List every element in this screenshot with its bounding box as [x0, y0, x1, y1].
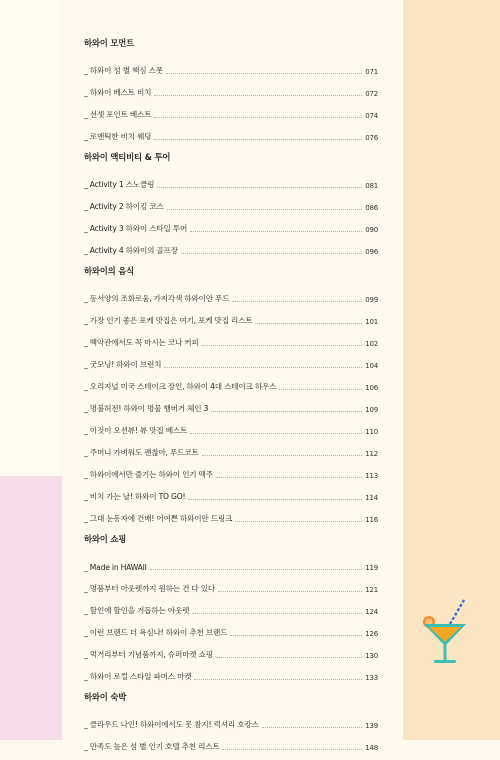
page-number: 086: [365, 204, 378, 212]
toc-entry[interactable]: [84, 282, 378, 304]
entry-title: _ Activity 1 스노클링: [84, 180, 155, 189]
dot-leader: [190, 433, 362, 434]
glass-stem: [444, 644, 447, 660]
page-number: 090: [365, 226, 378, 234]
toc-section: [84, 36, 378, 142]
dot-leader: [222, 749, 362, 750]
toc-entry[interactable]: [84, 98, 378, 120]
page-number: 096: [365, 248, 378, 256]
dot-leader: [166, 73, 362, 74]
page-number: 101: [365, 318, 378, 326]
dot-leader: [279, 389, 362, 390]
dot-leader: [154, 117, 362, 118]
entry-title: _ 명불허전! 하와이 명물 햄버거 체인 3: [84, 404, 209, 413]
entry-title: _ 이것이 오션뷰! 뷰 맛집 베스트: [84, 426, 188, 435]
glass-base: [434, 660, 456, 663]
dot-leader: [216, 477, 362, 478]
page-number: 074: [365, 112, 378, 120]
toc-section: [84, 690, 378, 752]
dot-leader: [235, 521, 362, 522]
toc-entry[interactable]: [84, 458, 378, 480]
section-title: 하와이 모먼트: [84, 38, 135, 48]
page-number: 126: [365, 630, 378, 638]
dot-leader: [188, 499, 362, 500]
toc-entry[interactable]: [84, 370, 378, 392]
page-number: 110: [365, 428, 378, 436]
page-number: 071: [365, 68, 378, 76]
dot-leader: [157, 187, 362, 188]
dot-leader: [192, 613, 362, 614]
dot-leader: [218, 591, 362, 592]
entry-title: _ Made in HAWAII: [84, 563, 147, 572]
page-number: 081: [365, 182, 378, 190]
page-number: 119: [365, 564, 378, 572]
toc-entry[interactable]: [84, 326, 378, 348]
toc-entry[interactable]: [84, 414, 378, 436]
straw: [450, 600, 464, 624]
page-number: 102: [365, 340, 378, 348]
dot-leader: [167, 209, 363, 210]
toc-entry[interactable]: [84, 660, 378, 682]
toc-entry[interactable]: [84, 550, 378, 572]
pink-color-block: [0, 476, 62, 740]
toc-entry[interactable]: [84, 54, 378, 76]
entry-title: _ 오리지널 미국 스테이크 장인, 하와이 4대 스테이크 하우스: [84, 382, 277, 391]
dot-leader: [164, 367, 362, 368]
entry-title: _ 만족도 높은 섬 별 인기 호텔 추천 리스트: [84, 742, 220, 751]
dot-leader: [211, 411, 362, 412]
entry-title: _ 주머니 가벼워도 괜찮아, 푸드코트: [84, 448, 199, 457]
entry-title: _ 비치 가는 날! 하와이 TO GO!: [84, 492, 186, 501]
page-number: 112: [365, 450, 378, 458]
dot-leader: [230, 635, 362, 636]
toc-entry[interactable]: [84, 212, 378, 234]
cocktail-glass-icon: [420, 598, 470, 668]
dot-leader: [202, 455, 363, 456]
page-number: 109: [365, 406, 378, 414]
toc-section: [84, 150, 378, 256]
toc-section: [84, 532, 378, 682]
toc-section: [84, 264, 378, 524]
dot-leader: [232, 301, 362, 302]
entry-title: _ 먹거리부터 기념품까지, 슈퍼마켓 쇼핑: [84, 650, 213, 659]
section-title: 하와이 액티비티 & 투어: [84, 152, 171, 162]
toc-entry[interactable]: [84, 730, 378, 752]
page-number: 133: [365, 674, 378, 682]
entry-title: _ 로맨틱한 비치 웨딩: [84, 132, 152, 141]
entry-title: _ 할인에 할인을 거듭하는 아웃렛: [84, 606, 190, 615]
entry-title: _ Activity 2 하이킹 코스: [84, 202, 164, 211]
dot-leader: [154, 139, 362, 140]
entry-title: _ 하와이 로컬 스타일 파머스 마켓: [84, 672, 192, 681]
page-number: 072: [365, 90, 378, 98]
dot-leader: [181, 253, 362, 254]
toc-entry[interactable]: [84, 572, 378, 594]
dot-leader: [255, 323, 362, 324]
page-number: 106: [365, 384, 378, 392]
entry-title: _ 하와이 베스트 비치: [84, 88, 152, 97]
dot-leader: [190, 231, 362, 232]
dot-leader: [202, 345, 363, 346]
page-number: 099: [365, 296, 378, 304]
toc-entry[interactable]: [84, 480, 378, 502]
entry-title: _ 이런 브랜드 더 욕심나! 하와이 추천 브랜드: [84, 628, 228, 637]
toc-entry[interactable]: [84, 616, 378, 638]
page-number: 104: [365, 362, 378, 370]
entry-title: _ 백악관에서도 꼭 마시는 코나 커피: [84, 338, 199, 347]
page-number: 114: [365, 494, 378, 502]
page-number: 121: [365, 586, 378, 594]
toc-entry[interactable]: [84, 190, 378, 212]
entry-title: _ 하와이에서만 즐기는 하와이 인기 맥주: [84, 470, 213, 479]
entry-title: _ 하와이 섬 별 핵심 스폿: [84, 66, 163, 75]
page-number: 139: [365, 722, 378, 730]
toc-entry[interactable]: [84, 234, 378, 256]
toc-entry[interactable]: [84, 304, 378, 326]
dot-leader: [216, 657, 362, 658]
section-title: 하와이의 음식: [84, 266, 135, 276]
page-number: 124: [365, 608, 378, 616]
entry-title: _ 그대 눈동자에 건배! 어여쁜 하와이안 드링크: [84, 514, 233, 523]
entry-title: _ 선셋 포인트 베스트: [84, 110, 152, 119]
entry-title: _ Activity 3 하와이 스타일 투어: [84, 224, 188, 233]
page-number: 076: [365, 134, 378, 142]
dot-leader: [154, 95, 362, 96]
toc-entry[interactable]: [84, 502, 378, 524]
page-number: 116: [365, 516, 378, 524]
toc-entry[interactable]: [84, 594, 378, 616]
page-number: 113: [365, 472, 378, 480]
entry-title: _ Activity 4 하와이의 골프장: [84, 246, 178, 255]
entry-title: _ 동서양의 조화로움, 가지각색 하와이안 푸드: [84, 294, 230, 303]
toc-entry[interactable]: [84, 168, 378, 190]
table-of-contents: [84, 36, 378, 760]
toc-entry[interactable]: [84, 120, 378, 142]
toc-entry[interactable]: [84, 638, 378, 660]
entry-title: _ 가장 인기 좋은 포케 맛집은 여기, 포케 맛집 리스트: [84, 316, 253, 325]
section-title: 하와이 쇼핑: [84, 534, 127, 544]
entry-title: _ 명품부터 아웃렛까지 원하는 건 다 있다: [84, 584, 216, 593]
page-number: 148: [365, 744, 378, 752]
dot-leader: [150, 569, 363, 570]
toc-entry[interactable]: [84, 348, 378, 370]
dot-leader: [194, 679, 362, 680]
dot-leader: [262, 727, 363, 728]
entry-title: _ 굿모닝! 하와이 브런치: [84, 360, 162, 369]
toc-entry[interactable]: [84, 708, 378, 730]
page-number: 130: [365, 652, 378, 660]
toc-entry[interactable]: [84, 392, 378, 414]
toc-entry[interactable]: [84, 76, 378, 98]
entry-title: _ 클라우드 나인! 하와이에서도 못 참지! 럭셔리 호캉스: [84, 720, 259, 729]
toc-entry[interactable]: [84, 436, 378, 458]
section-title: 하와이 숙박: [84, 692, 127, 702]
